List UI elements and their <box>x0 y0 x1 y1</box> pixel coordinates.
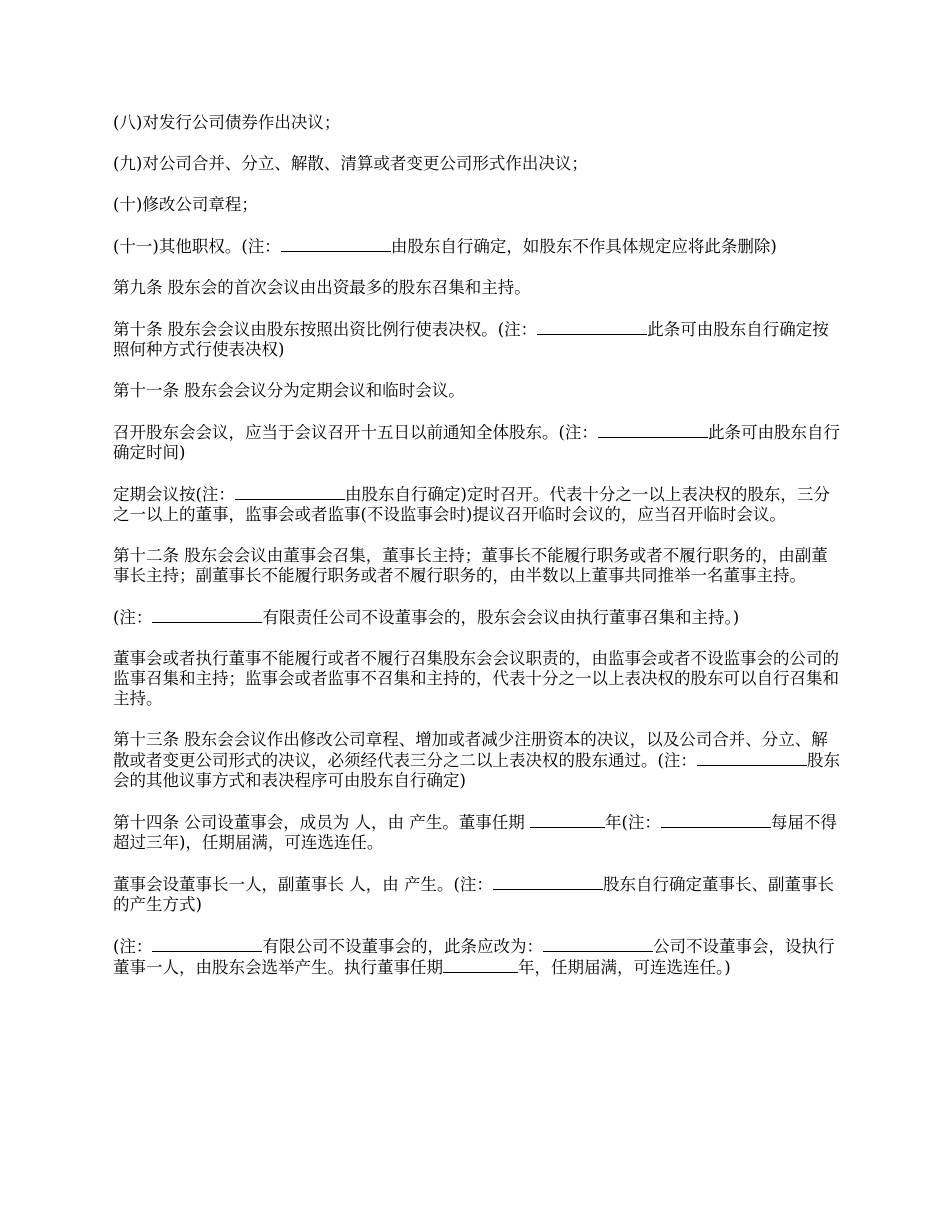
paragraph-text: 由股东自行确定)定时召开。代表十分之一以上表决权的股东，三分之一以上的董事，监事会或者监事(不设监事会时)提议召开临时会议的，应当召开临时会议。 <box>113 485 830 524</box>
fill-in-blank <box>235 484 345 500</box>
paragraph-p11 <box>113 607 841 628</box>
paragraph-text: 董事会设董事长一人，副董事长 人，由 产生。(注： <box>113 875 493 894</box>
fill-in-blank <box>152 607 262 623</box>
paragraph-text: 第十四条 公司设董事会，成员为 人，由 产生。董事任期 <box>113 813 530 832</box>
paragraph-text: 由股东自行确定，如股东不作具体规定应将此条删除) <box>390 237 777 256</box>
fill-in-blank <box>281 236 391 252</box>
paragraph-text: 有限公司不设董事会的，此条应改为： <box>262 937 543 956</box>
paragraph-text: 此条可由股东自行确定时间) <box>113 423 840 462</box>
paragraph-p9 <box>113 484 841 525</box>
paragraph-text: (十)修改公司章程； <box>113 195 258 214</box>
fill-in-blank <box>530 812 605 828</box>
document-body <box>113 113 841 999</box>
paragraph-p14 <box>113 812 841 853</box>
paragraph-text: (九)对公司合并、分立、解散、清算或者变更公司形式作出决议； <box>113 154 588 173</box>
paragraph-text: 股东自行确定董事长、副董事长的产生方式) <box>113 875 834 914</box>
paragraph-p8 <box>113 422 841 463</box>
paragraph-text: (注： <box>113 608 153 627</box>
paragraph-text: 年，任期届满，可连选连任。) <box>518 958 731 977</box>
paragraph-text: 第九条 股东会的首次会议由出资最多的股东召集和主持。 <box>113 278 531 297</box>
paragraph-text: (十一)其他职权。(注： <box>113 237 281 256</box>
paragraph-p2 <box>113 154 841 174</box>
fill-in-blank <box>661 812 771 828</box>
paragraph-p12 <box>113 649 841 709</box>
fill-in-blank <box>152 936 262 952</box>
paragraph-text: 年(注： <box>604 813 661 832</box>
paragraph-text: (注： <box>113 937 153 956</box>
paragraph-text: 第十条 股东会会议由股东按照出资比例行使表决权。(注： <box>113 320 538 339</box>
paragraph-p1 <box>113 113 841 133</box>
paragraph-text: 第十三条 股东会会议作出修改公司章程、增加或者减少注册资本的决议，以及公司合并、分立、解散或者变更公司形式的决议，必须经代表三分之二以上表决权的股东通过。(注： <box>113 730 828 770</box>
paragraph-p7 <box>113 381 841 401</box>
paragraph-text: 第十一条 股东会会议分为定期会议和临时会议。 <box>113 381 465 400</box>
fill-in-blank <box>598 422 708 438</box>
paragraph-text: (八)对发行公司债券作出决议； <box>113 113 341 132</box>
paragraph-p10 <box>113 546 841 586</box>
paragraph-p16 <box>113 936 841 978</box>
paragraph-text: 第十二条 股东会会议由董事会召集，董事长主持；董事长不能履行职务或者不履行职务的，由副董事长主持；副董事长不能履行职务或者不履行职务的，由半数以上董事共同推举一名董事主持。 <box>113 546 828 585</box>
paragraph-text: 董事会或者执行董事不能履行或者不履行召集股东会会议职责的，由监事会或者不设监事会的公司的监事召集和主持；监事会或者监事不召集和主持的，代表十分之一以上表决权的股东可以自行召集和主持。 <box>113 649 839 708</box>
paragraph-p3 <box>113 195 841 215</box>
fill-in-blank <box>697 750 807 766</box>
paragraph-text: 每届不得超过三年)，任期届满，可连选连任。 <box>113 813 837 852</box>
fill-in-blank <box>543 936 653 952</box>
paragraph-text: 公司不设董事会，设执行董事一人，由股东会选举产生。执行董事任期 <box>113 937 835 977</box>
fill-in-blank <box>443 957 518 973</box>
paragraph-p15 <box>113 874 841 915</box>
paragraph-text: 股东会的其他议事方式和表决程序可由股东自行确定) <box>113 751 840 790</box>
paragraph-text: 定期会议按(注： <box>113 485 235 504</box>
fill-in-blank <box>537 319 647 335</box>
paragraph-p13 <box>113 730 841 791</box>
fill-in-blank <box>493 874 603 890</box>
paragraph-p5 <box>113 278 841 298</box>
paragraph-p6 <box>113 319 841 360</box>
paragraph-text: 召开股东会会议，应当于会议召开十五日以前通知全体股东。(注： <box>113 423 598 442</box>
paragraph-text: 此条可由股东自行确定按照何种方式行使表决权) <box>113 320 829 359</box>
paragraph-p4 <box>113 236 841 257</box>
paragraph-text: 有限责任公司不设董事会的，股东会会议由执行董事召集和主持。) <box>262 608 740 627</box>
